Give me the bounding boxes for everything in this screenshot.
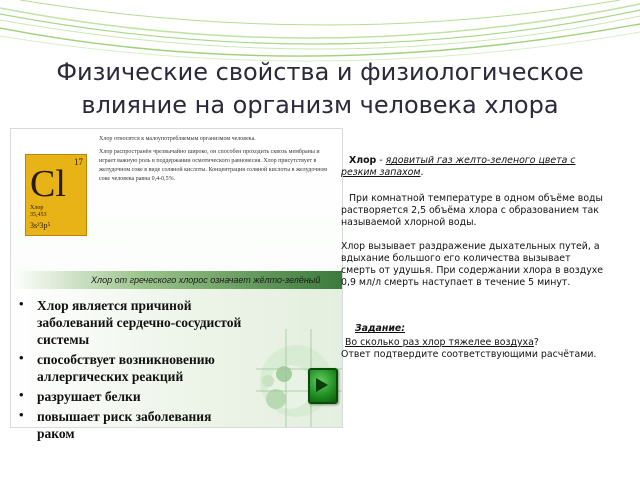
header-decoration [0, 0, 640, 60]
element-symbol: Cl [30, 163, 66, 205]
list-item: • Хлор является причиной заболеваний сердечно-сосудистой системы [17, 297, 247, 348]
play-button[interactable] [308, 368, 338, 404]
intro-text [99, 135, 329, 188]
task-heading: Задание: [355, 323, 406, 334]
chlorine-element-tile [25, 154, 87, 236]
effects-list [17, 297, 247, 445]
chlorine-definition [341, 155, 607, 179]
chlorine-description: ядовитый газ желто-зеленого цвета с резким запахом [341, 155, 576, 178]
list-item: • повышает риск заболевания раком [17, 408, 247, 442]
task-question [341, 337, 607, 349]
chlorine-label: Хлор [349, 155, 377, 166]
chlorine-dash: - [376, 155, 386, 166]
list-item: • разрушает белки [17, 388, 247, 405]
element-number: 17 [74, 157, 83, 167]
element-name: Хлор [30, 205, 44, 211]
slide-title-line2: влияние на организм человека хлора [81, 91, 559, 119]
toxicity-paragraph: Хлор вызывает раздражение дыхательных путей, а вдыхание большого его количества вызывает смерть от удушья. При содержании хлора в воздухе 0,9 мл/л смерть наступает в течение 5 минут. [341, 241, 604, 288]
element-mass: 35,453 [30, 212, 47, 218]
solubility-paragraph: При комнатной температуре в одном объёме воды растворяется 2,5 объёма хлора с образованием так называемой хлорной воды. [341, 193, 603, 228]
left-image-panel [10, 128, 343, 441]
element-config: 3s²3p⁵ [30, 221, 51, 230]
intro-paragraph-2: Хлор распространён чрезвычайно широко, он способен проходить сквозь мембраны и играет важную роль в поддержании осмотического равновесия. Хлор присутствует в желудочном соке в виде соляной кислоты. Концентрация соляной кислоты в желудочном соке человека равна 0,4-0,5%. [99, 149, 328, 182]
right-text-block [341, 155, 607, 361]
play-icon [316, 378, 328, 392]
banner-text: Хлор от греческого хлорос означает жёлто-зелёный [91, 275, 321, 285]
slide-title [20, 56, 620, 122]
intro-paragraph-1: Хлор относится к малоупотребляемым организмом человека. [99, 136, 256, 142]
task-answer: Ответ подтвердите соответствующими расчётами. [341, 349, 597, 360]
task-question-text: Во сколько раз хлор тяжелее воздуха [345, 337, 534, 348]
chlorine-end: . [420, 167, 424, 178]
task-qmark: ? [533, 337, 539, 348]
list-item: • способствует возникновению аллергических реакций [17, 351, 247, 385]
slide-title-line1: Физические свойства и физиологическое [56, 58, 584, 86]
